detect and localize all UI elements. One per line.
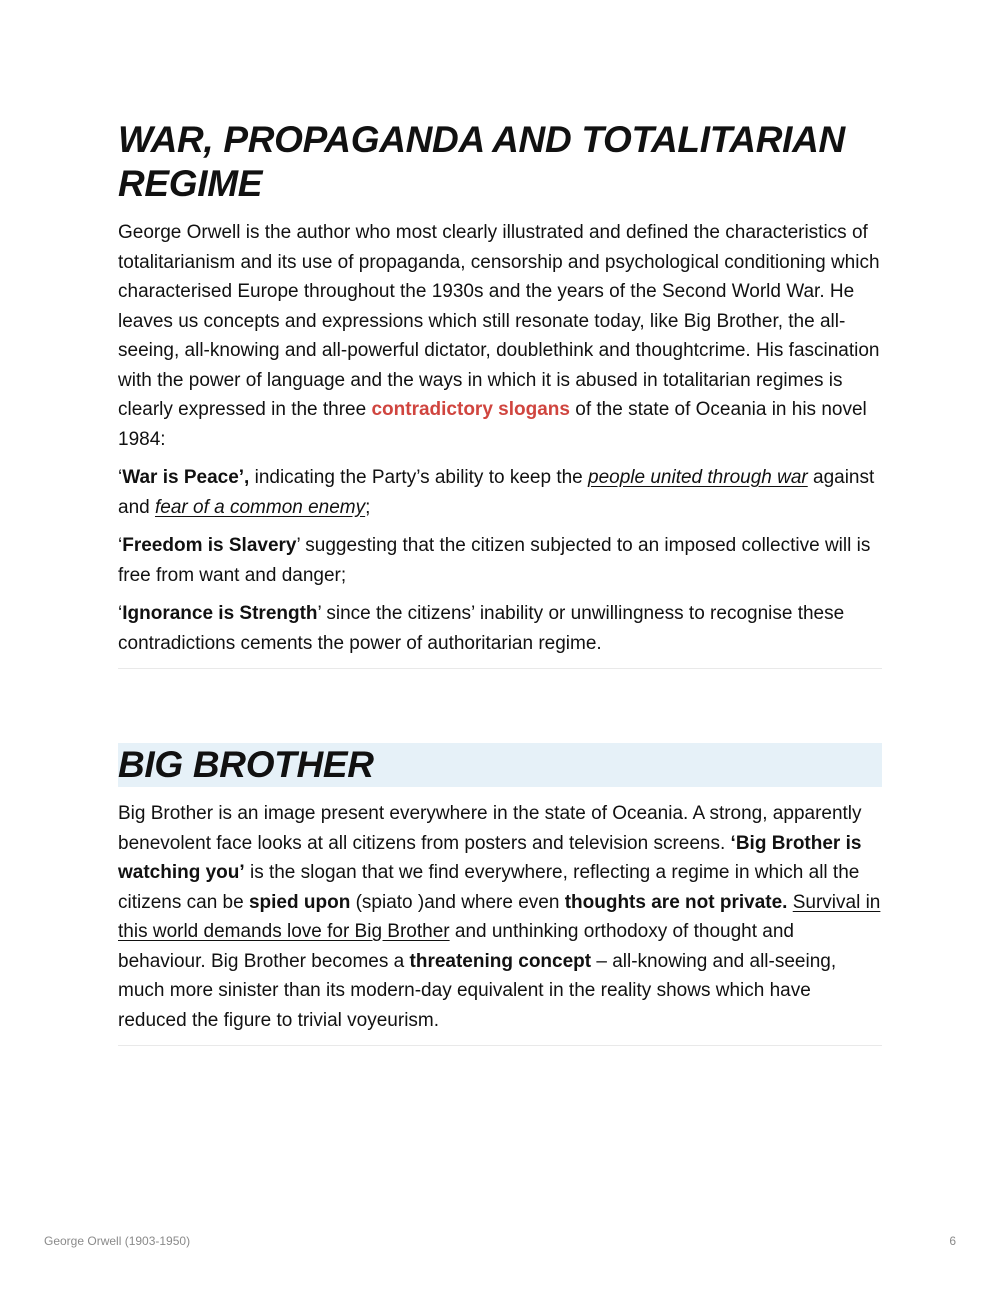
slogan-bold: Ignorance is Strength bbox=[122, 603, 318, 624]
section-title: BIG BROTHER bbox=[118, 743, 882, 787]
underlined-phrase: Survival in this world demands love for Big Brother bbox=[118, 891, 881, 942]
slogan-text: ’ suggesting that the citizen subjected to an imposed collective will is free from want and danger; bbox=[118, 535, 871, 586]
slogan-mid-text: against and bbox=[118, 467, 875, 518]
slogan-open-quote: ‘ bbox=[118, 603, 123, 624]
paragraph-text: Big Brother is an image present everywhere in the state of Oceania. A strong, apparently benevolent face looks at all citizens from posters and television screens. bbox=[118, 803, 862, 854]
slogan-war-is-peace bbox=[118, 463, 882, 522]
slogan-bold: War is Peace’, bbox=[122, 467, 250, 488]
bold-phrase: ‘Big Brother is watching you’ bbox=[118, 832, 862, 883]
intro-text: George Orwell is the author who most clearly illustrated and defined the characteristics of totalitarianism and its use of propaganda, censorship and psychological conditioning which characterised Europe throughout the 1930s and the years of the Second World War. He leaves us concepts and expressions which still resonate today, like Big Brother, the all-seeing, all-knowing and all-powerful dictator, doublethink and thoughtcrime. His fascination with the power of language and the ways in which it is abused in totalitarian regimes is clearly expressed in the three bbox=[118, 222, 880, 420]
underlined-phrase: fear of a common enemy bbox=[154, 496, 366, 518]
big-brother-paragraph bbox=[118, 799, 882, 1035]
slogan-end-text: ; bbox=[365, 496, 371, 518]
bold-phrase: spied upon bbox=[248, 891, 351, 913]
slogan-bold: Freedom is Slavery bbox=[122, 535, 297, 556]
intro-end-text: of the state of Oceania in his novel 1984: bbox=[118, 399, 867, 450]
page-number: 6 bbox=[949, 1234, 956, 1248]
section-divider bbox=[118, 1045, 882, 1046]
paragraph-text: is the slogan that we find everywhere, reflecting a regime in which all the citizens can be bbox=[118, 862, 860, 913]
bold-phrase: threatening concept bbox=[409, 950, 592, 972]
slogan-ignorance-is-strength bbox=[118, 599, 882, 658]
contradictory-slogans-highlight: contradictory slogans bbox=[371, 399, 570, 420]
slogan-freedom-is-slavery bbox=[118, 531, 882, 590]
section-big-brother bbox=[118, 743, 882, 1046]
bold-phrase: thoughts are not private. bbox=[564, 891, 788, 913]
slogan-open-quote: ‘ bbox=[118, 467, 123, 488]
paragraph-text: – all-knowing and all-seeing, much more sinister than its modern-day equivalent in the reality shows which have reduced the figure to trivial voyeurism. bbox=[118, 950, 837, 1031]
slogan-text: ’ since the citizens’ inability or unwillingness to recognise these contradictions cements the power of authoritarian regime. bbox=[118, 603, 845, 654]
section-divider bbox=[118, 668, 882, 669]
slogan-text: indicating the Party’s ability to keep the bbox=[249, 467, 589, 488]
underlined-phrase: people united through war bbox=[588, 467, 808, 488]
paragraph-text: (spiato )and where even bbox=[350, 891, 565, 913]
slogan-open-quote: ‘ bbox=[118, 535, 123, 556]
section-war-propaganda bbox=[118, 118, 882, 669]
footer-title: George Orwell (1903-1950) bbox=[44, 1234, 191, 1248]
paragraph-text: and unthinking orthodoxy of thought and behaviour. Big Brother becomes a bbox=[118, 921, 794, 972]
section-title: WAR, PROPAGANDA AND TOTALITARIAN REGIME bbox=[118, 119, 845, 204]
intro-paragraph bbox=[118, 218, 882, 454]
